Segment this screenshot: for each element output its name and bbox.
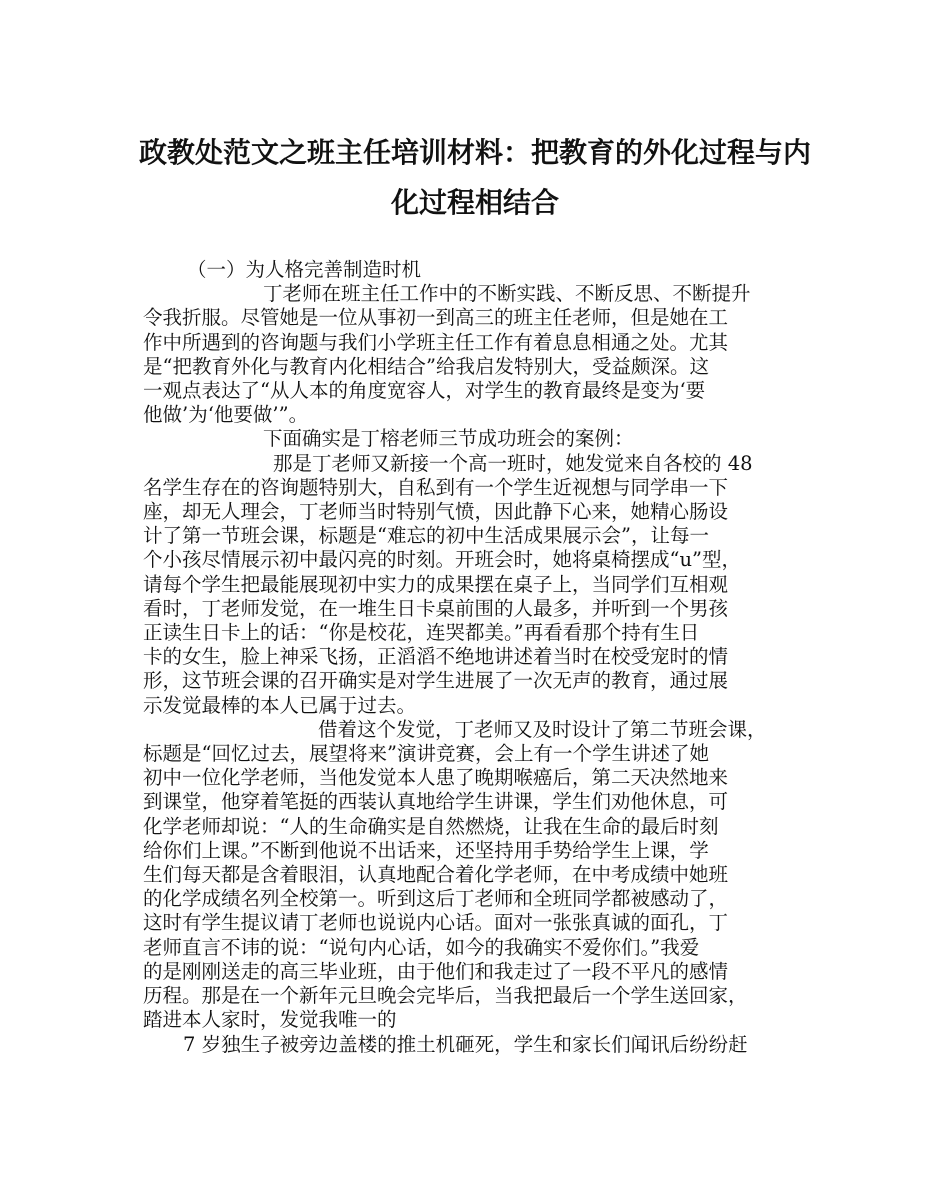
body-line: 形，这节班会课的召开确实是对学生进展了一次无声的教育，通过展 [143,669,729,693]
document-title [120,128,830,228]
body-line: 一观点表达了“从人本的角度宽容人，对学生的教育最终是变为‘要 [143,379,706,403]
body-line: 借着这个发觉，丁老师又及时设计了第二节班会课， [318,717,767,741]
body-line: 他做’为‘他要做’”。 [143,403,309,427]
body-line: （一）为人格完善制造时机 [187,258,422,281]
body-line: 计了第一节班会课，标题是“难忘的初中生活成果展示会”，让每一 [143,524,709,548]
body-line: 请每个学生把最能展现初中实力的成果摆在桌子上，当同学们互相观 [143,572,729,596]
body-line: 作中所遇到的咨询题与我们小学班主任工作有着息息相通之处。尤其 [143,330,729,354]
body-line: 化学老师却说：“人的生命确实是自然燃烧，让我在生命的最后时刻 [143,814,719,838]
title-line-1: 政教处范文之班主任培训材料：把教育的外化过程与内 [138,136,811,169]
body-line: 踏进本人家时，发觉我唯一的 [143,1008,397,1032]
body-line: 这时有学生提议请丁老师也说说内心话。面对一张张真诚的面孔，丁 [143,911,729,935]
body-line: 座，却无人理会，丁老师当时特别气愤，因此静下心来，她精心肠设 [143,500,729,524]
body-line: 那是丁老师又新接一个高一班时，她发觉来自各校的 48 [273,451,753,475]
body-line: 下面确实是丁榕老师三节成功班会的案例： [263,427,634,451]
body-line: 卡的女生，脸上神采飞扬，正滔滔不绝地讲述着当时在校受宠时的情 [143,645,729,669]
body-line: 是“把教育外化与教育内化相结合”给我启发特别大，受益颇深。这 [143,354,709,378]
body-line: 生们每天都是含着眼泪，认真地配合着化学老师，在中考成绩中她班 [143,863,729,887]
title-line-2: 化过程相结合 [390,186,559,219]
body-line: 历程。那是在一个新年元旦晚会完毕后，当我把最后一个学生送回家， [143,984,748,1008]
body-line: 老师直言不讳的说：“说句内心话，如今的我确实不爱你们。”我爱 [143,935,700,959]
body-line: 的化学成绩名列全校第一。听到这后丁老师和全班同学都被感动了， [143,887,729,911]
body-line: 名学生存在的咨询题特别大，自私到有一个学生近视想与同学串一下 [143,475,729,499]
body-line: 示发觉最棒的本人已属于过去。 [143,693,417,717]
body-line: 令我折服。尽管她是一位从事初一到高三的班主任老师，但是她在工 [143,306,729,330]
body-line: 看时，丁老师发觉，在一堆生日卡桌前围的人最多，并听到一个男孩 [143,596,729,620]
body-line: 7 岁独生子被旁边盖楼的推土机砸死，学生和家长们闻讯后纷纷赶 [183,1032,748,1056]
body-line: 丁老师在班主任工作中的不断实践、不断反思、不断提升 [263,282,751,306]
body-line: 标题是“回忆过去，展望将来”演讲竞赛，会上有一个学生讲述了她 [143,742,709,766]
body-line: 给你们上课。”不断到他说不出话来，还坚持用手势给学生上课，学 [143,838,709,862]
body-line: 正读生日卡上的话：“你是校花，连哭都美。”再看看那个持有生日 [143,621,700,645]
body-line: 个小孩尽情展示初中最闪亮的时刻。开班会时，她将桌椅摆成“u”型， [143,548,741,572]
body-line: 初中一位化学老师，当他发觉本人患了晚期喉癌后，第二天决然地来 [143,766,729,790]
body-line: 的是刚刚送走的高三毕业班，由于他们和我走过了一段不平凡的感情 [143,959,729,983]
body-line: 到课堂，他穿着笔挺的西装认真地给学生讲课，学生们劝他休息，可 [143,790,729,814]
document-body [143,258,808,1057]
